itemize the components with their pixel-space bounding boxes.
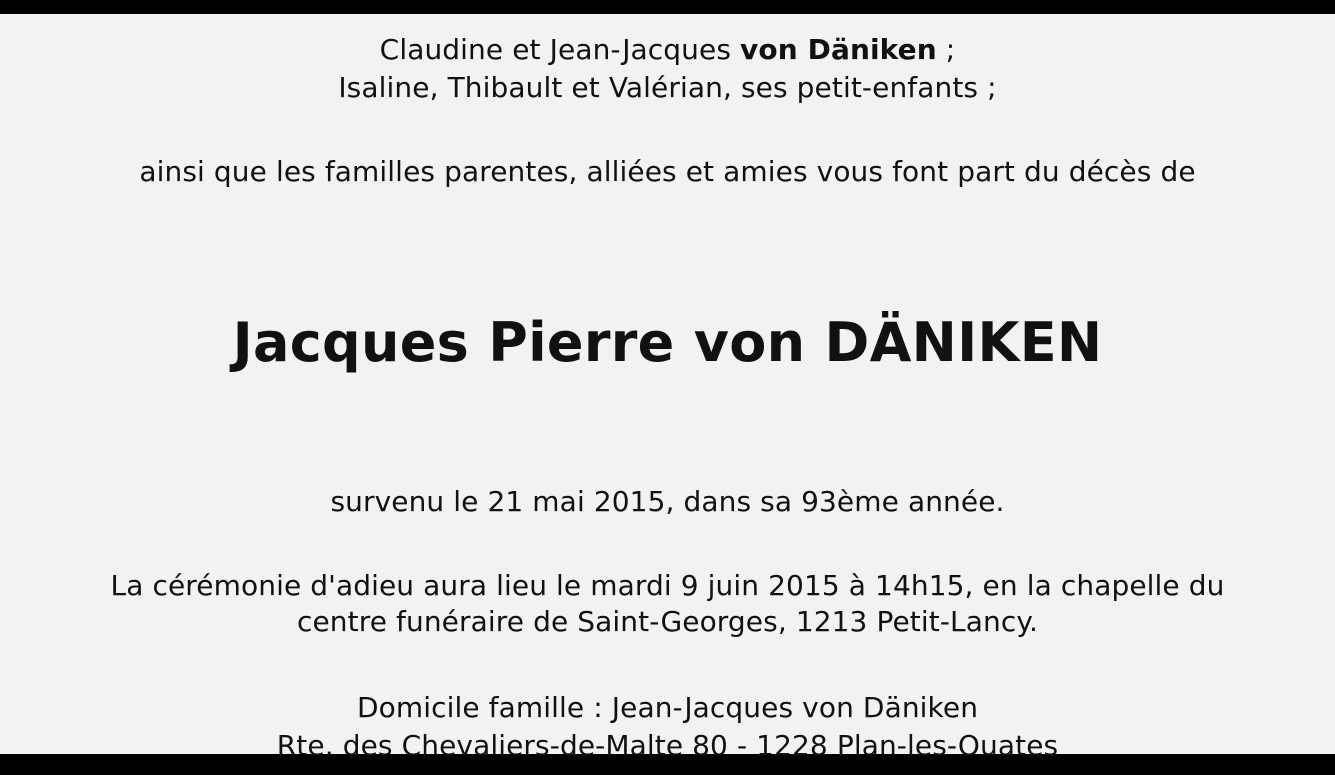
announcers-line-3: ainsi que les familles parentes, alliées et amies vous font part du décès de <box>139 154 1196 188</box>
ceremony-line-1: La cérémonie d'adieu aura lieu le mardi 9 juin 2015 à 14h15, en la chapelle du <box>110 569 1225 603</box>
top-border-bar <box>0 0 1335 14</box>
announcers-line-1 <box>0 32 1335 68</box>
announcers-line-1-prefix: Claudine et Jean-Jacques <box>379 33 741 66</box>
family-address-line-2: Rte. des Chevaliers-de-Malte 80 - 1228 Plan-les-Ouates <box>276 728 1059 762</box>
ceremony-line-2: centre funéraire de Saint-Georges, 1213 Petit-Lancy. <box>296 605 1039 639</box>
family-address-line-1: Domicile famille : Jean-Jacques von Däniken <box>356 690 979 724</box>
bottom-border-bar <box>0 762 1335 775</box>
death-notice-card <box>0 14 1335 762</box>
deceased-name: Jacques Pierre von DÄNIKEN <box>232 311 1103 375</box>
announcers-line-1-suffix: ; <box>936 33 956 66</box>
announcers-line-1-bold-name: von Däniken <box>740 33 937 66</box>
death-info: survenu le 21 mai 2015, dans sa 93ème année. <box>330 485 1005 519</box>
announcers-line-2: Isaline, Thibault et Valérian, ses petit-enfants ; <box>338 70 997 104</box>
